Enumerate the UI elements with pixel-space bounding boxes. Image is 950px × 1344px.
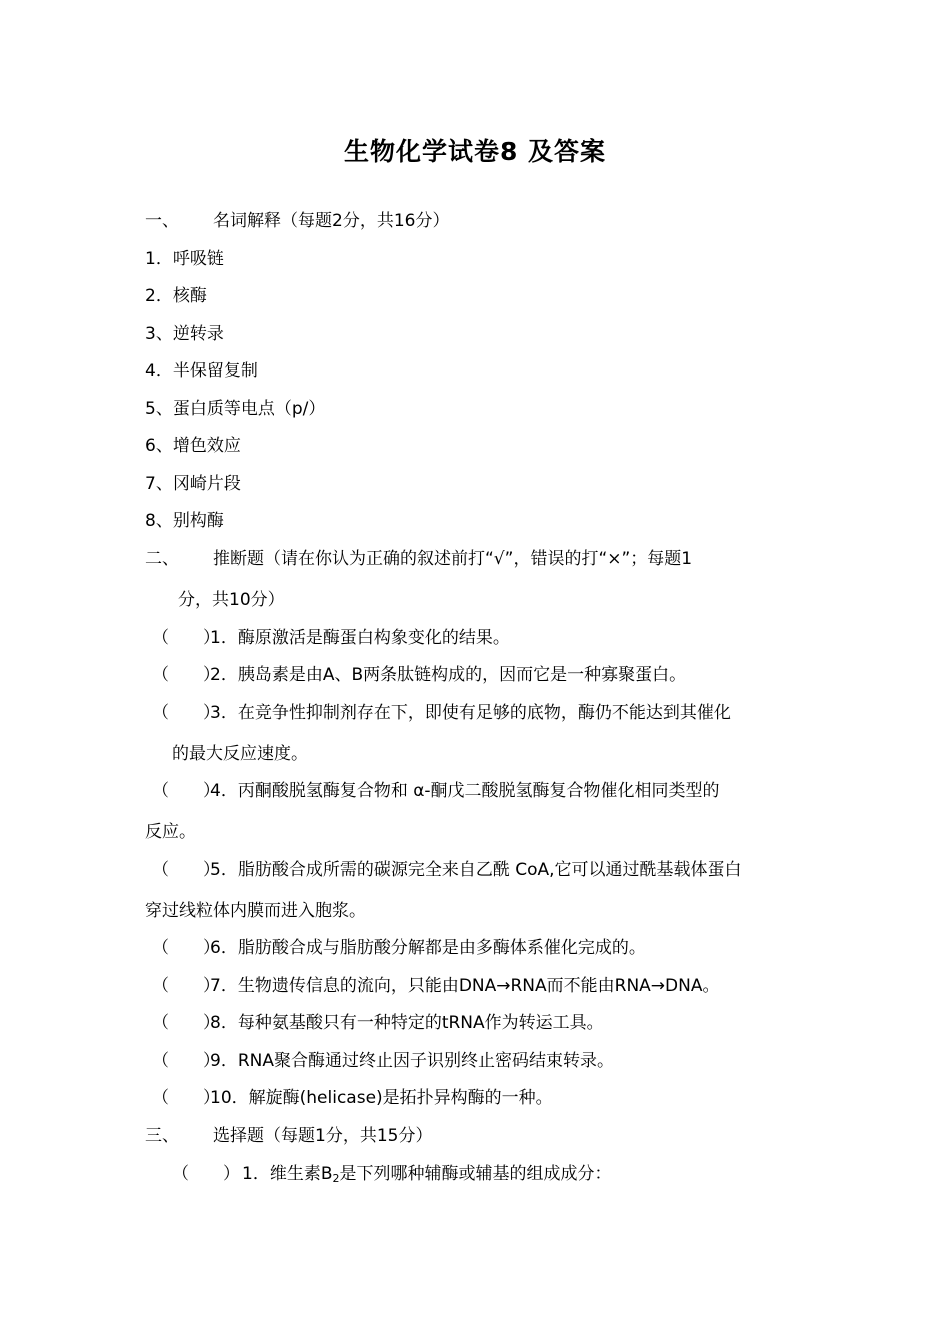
judge-item <box>152 1011 604 1035</box>
judge-text: 9．RNA聚合酶通过终止因子识别终止密码结束转录。 <box>210 1051 614 1071</box>
judge-item <box>152 779 720 803</box>
term-item: 3、逆转录 <box>145 324 224 344</box>
answer-blank: （ ） <box>152 976 220 996</box>
section1-heading-text: 名词解释（每题2分，共16分） <box>213 211 450 231</box>
judge-text-cont: 穿过线粒体内膜而进入胞浆。 <box>145 901 366 921</box>
answer-blank: （ ） <box>152 781 220 801</box>
section2-number: 二、 <box>145 549 179 569</box>
choice-text-after: 是下列哪种辅酶或辅基的组成成分： <box>339 1164 612 1184</box>
judge-text: 8．每种氨基酸只有一种特定的tRNA作为转运工具。 <box>210 1013 604 1033</box>
judge-text: 7．生物遗传信息的流向，只能由DNA→RNA而不能由RNA→DNA。 <box>210 976 720 996</box>
term-item: 7、冈崎片段 <box>145 474 241 494</box>
judge-item <box>152 1049 614 1073</box>
judge-text: 2．胰岛素是由A、B两条肽链构成的，因而它是一种寡聚蛋白。 <box>210 665 687 685</box>
term-item: 8、别构酶 <box>145 511 224 531</box>
term-item: 1．呼吸链 <box>145 249 224 269</box>
answer-blank: （ ） <box>172 1164 240 1184</box>
judge-text: 3．在竞争性抑制剂存在下，即使有足够的底物，酶仍不能达到其催化 <box>210 703 731 723</box>
answer-blank: （ ） <box>152 665 220 685</box>
answer-blank: （ ） <box>152 1013 220 1033</box>
judge-item <box>152 663 686 687</box>
judge-item <box>152 701 731 725</box>
section1-heading <box>145 209 449 233</box>
judge-item <box>152 1086 553 1110</box>
section3-number: 三、 <box>145 1126 179 1146</box>
section1-number: 一、 <box>145 211 179 231</box>
answer-blank: （ ） <box>152 628 220 648</box>
answer-blank: （ ） <box>152 938 220 958</box>
section3-heading <box>145 1124 432 1148</box>
answer-blank: （ ） <box>152 1051 220 1071</box>
section2-heading-text: 推断题（请在你认为正确的叙述前打“√”，错误的打“×”；每题1 <box>213 549 693 569</box>
judge-item <box>152 936 646 960</box>
judge-text: 6．脂肪酸合成与脂肪酸分解都是由多酶体系催化完成的。 <box>210 938 646 958</box>
section2-heading-cont: 分，共10分） <box>178 590 285 610</box>
choice-text-before: 1．维生素B <box>242 1164 333 1184</box>
judge-text: 1．酶原激活是酶蛋白构象变化的结果。 <box>210 628 510 648</box>
answer-blank: （ ） <box>152 703 220 723</box>
judge-text: 10．解旋酶(helicase)是拓扑异构酶的一种。 <box>210 1088 553 1108</box>
judge-text-cont: 反应。 <box>145 822 196 842</box>
judge-item <box>152 974 720 998</box>
answer-blank: （ ） <box>152 860 220 880</box>
term-item: 4．半保留复制 <box>145 361 258 381</box>
judge-item <box>152 858 742 882</box>
term-item: 6、增色效应 <box>145 436 241 456</box>
judge-text: 4．丙酮酸脱氢酶复合物和 α-酮戊二酸脱氢酶复合物催化相同类型的 <box>210 781 720 801</box>
term-item: 5、蛋白质等电点（p/） <box>145 399 326 419</box>
choice-item <box>172 1162 611 1191</box>
section3-heading-text: 选择题（每题1分，共15分） <box>213 1126 433 1146</box>
subscript: 2 <box>332 1172 340 1185</box>
section2-heading <box>145 547 692 571</box>
judge-text-cont: 的最大反应速度。 <box>172 744 308 764</box>
answer-blank: （ ） <box>152 1088 220 1108</box>
term-item: 2．核酶 <box>145 286 207 306</box>
page-title: 生物化学试卷8 及答案 <box>343 137 607 166</box>
judge-item <box>152 626 510 650</box>
judge-text: 5．脂肪酸合成所需的碳源完全来自乙酰 CoA,它可以通过酰基载体蛋白 <box>210 860 742 880</box>
